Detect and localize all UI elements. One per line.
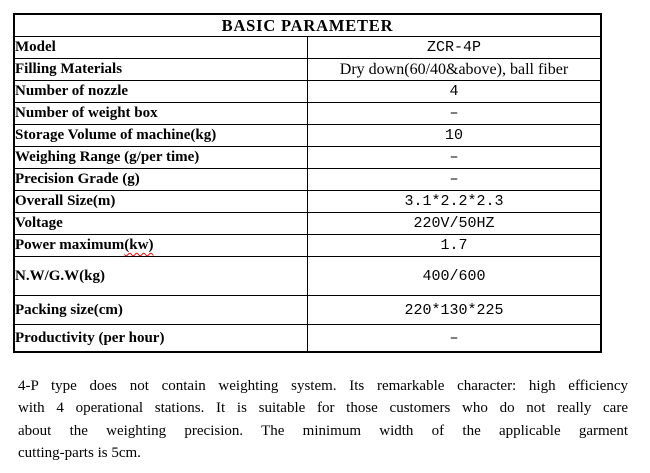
parameter-label: Packing size(cm) [14,296,308,325]
table-row [14,81,601,103]
parameter-value: – [308,169,602,191]
note-line: with 4 operational stations. It is suitable for those customers who do not really care [18,400,628,417]
parameter-label: Weighing Range (g/per time) [14,147,308,169]
parameter-label: Power maximum(kw) [14,235,308,257]
parameter-label: N.W/G.W(kg) [14,257,308,296]
note-line: 4-P type does not contain weighting system. Its remarkable character: high efficiency [18,378,628,394]
parameter-label: Storage Volume of machine(kg) [14,125,308,147]
table-row [14,191,601,213]
basic-parameter-table [13,13,602,353]
table-row [14,235,601,257]
parameter-value: – [308,103,602,125]
parameter-label: Precision Grade (g) [14,169,308,191]
parameter-label: Voltage [14,213,308,235]
table-row [14,169,601,191]
note-line: about the weighting precision. The minimum width of the applicable garment [18,422,628,439]
note-line: cutting-parts is 5cm. [18,445,141,462]
parameter-label: Model [14,37,308,59]
parameter-label: Number of weight box [14,103,308,125]
table-title: BASIC PARAMETER [14,14,601,37]
table-row [14,213,601,235]
table-title-row [14,14,601,37]
table-row [14,59,601,81]
parameter-value: 3.1*2.2*2.3 [308,191,602,213]
parameter-value: 4 [308,81,602,103]
parameter-value: 10 [308,125,602,147]
parameter-value: 1.7 [308,235,602,257]
parameter-label: Number of nozzle [14,81,308,103]
spellcheck-wavy-underline: (kw) [124,237,154,253]
table-row [14,257,601,296]
parameter-value: 400/600 [308,257,602,296]
parameter-label: Filling Materials [14,59,308,81]
table-row [14,325,601,353]
parameter-label: Productivity (per hour) [14,325,308,353]
parameter-value: Dry down(60/40&above), ball fiber [308,59,602,81]
parameter-value: – [308,147,602,169]
table-row [14,103,601,125]
parameter-value: – [308,325,602,353]
parameter-label: Overall Size(m) [14,191,308,213]
table-row [14,147,601,169]
table-row [14,125,601,147]
parameter-value: 220V/50HZ [308,213,602,235]
table-row [14,37,601,59]
table-row [14,296,601,325]
parameter-value: 220*130*225 [308,296,602,325]
parameter-value: ZCR-4P [308,37,602,59]
description-note [18,375,628,465]
